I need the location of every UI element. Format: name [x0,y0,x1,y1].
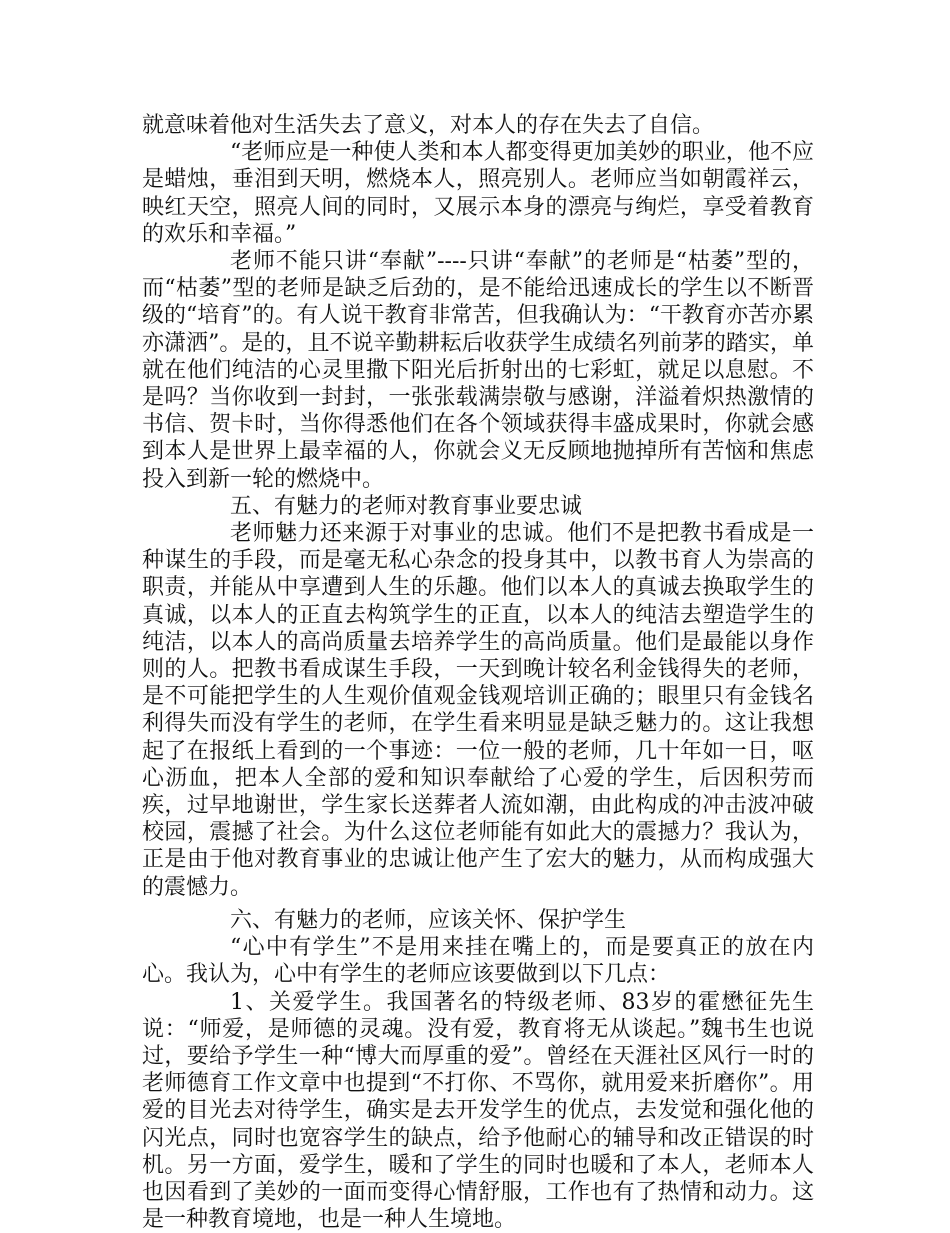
paragraph-continuation: 就意味着他对生活失去了意义，对本人的存在失去了自信。 [142,112,814,139]
section-heading-six: 六、有魅力的老师，应该关怀、保护学生 [142,907,814,934]
paragraph-loyalty: 老师魅力还来源于对事业的忠诚。他们不是把教书看成是一种谋生的手段，而是毫无私心杂念的投身其中，以教书育人为崇高的职责，并能从中享遭到人生的乐趣。他们以本人的真诚去换取学生的真诚，以本人的正直去构筑学生的正直，以本人的纯洁去塑造学生的纯洁，以本人的高尚质量去培养学生的高尚质量。他们是最能以身作则的人。把教书看成谋生手段，一天到晚计较名利金钱得失的老师，是不可能把学生的人生观价值观金钱观培训正确的；眼里只有金钱名利得失而没有学生的老师，在学生看来明显是缺乏魅力的。这让我想起了在报纸上看到的一个事迹：一位一般的老师，几十年如一日，呕心沥血，把本人全部的爱和知识奉献给了心爱的学生，后因积劳而疾，过早地谢世，学生家长送葬者人流如潮，由此构成的冲击波冲破校园，震撼了社会。为什么这位老师能有如此大的震撼力？我认为，正是由于他对教育事业的忠诚让他产生了宏大的魅力，从而构成强大的震憾力。 [142,520,814,901]
paragraph-students-in-heart: “心中有学生”不是用来挂在嘴上的，而是要真正的放在内心。我认为，心中有学生的老师应该要做到以下几点： [142,934,814,988]
document-page [142,112,814,1233]
paragraph-caring-students: 1、关爱学生。我国著名的特级老师、83岁的霍懋征先生说：“师爱，是师德的灵魂。没有爱，教育将无从谈起。”魏书生也说过，要给予学生一种“博大而厚重的爱”。曾经在天涯社区风行一时的老师德育工作文章中也提到“不打你、不骂你，就用爱来折磨你”。用爱的目光去对待学生，确实是去开发学生的优点，去发觉和强化他的闪光点，同时也宽容学生的缺点，给予他耐心的辅导和改正错误的时机。另一方面，爱学生，暖和了学生的同时也暖和了本人，老师本人也因看到了美妙的一面而变得心情舒服，工作也有了热情和动力。这是一种教育境地，也是一种人生境地。 [142,989,814,1233]
paragraph-quote: “老师应是一种使人类和本人都变得更加美妙的职业，他不应是蜡烛，垂泪到天明，燃烧本人，照亮别人。老师应当如朝霞祥云，映红天空，照亮人间的同时，又展示本身的漂亮与绚烂，享受着教育的欢乐和幸福。” [142,139,814,248]
section-heading-five: 五、有魅力的老师对教育事业要忠诚 [142,493,814,520]
paragraph-devotion: 老师不能只讲“奉献”----只讲“奉献”的老师是“枯萎”型的，而“枯萎”型的老师是缺乏后劲的，是不能给迅速成长的学生以不断晋级的“培育”的。有人说干教育非常苦，但我确认为：“干教育亦苦亦累亦潇洒”。是的，且不说辛勤耕耘后收获学生成绩名列前茅的踏实，单就在他们纯洁的心灵里撒下阳光后折射出的七彩虹，就足以息慰。不是吗？当你收到一封封，一张张载满崇敬与感谢，洋溢着炽热激情的书信、贺卡时，当你得悉他们在各个领域获得丰盛成果时，你就会感到本人是世界上最幸福的人，你就会义无反顾地抛掉所有苦恼和焦虑投入到新一轮的燃烧中。 [142,248,814,493]
